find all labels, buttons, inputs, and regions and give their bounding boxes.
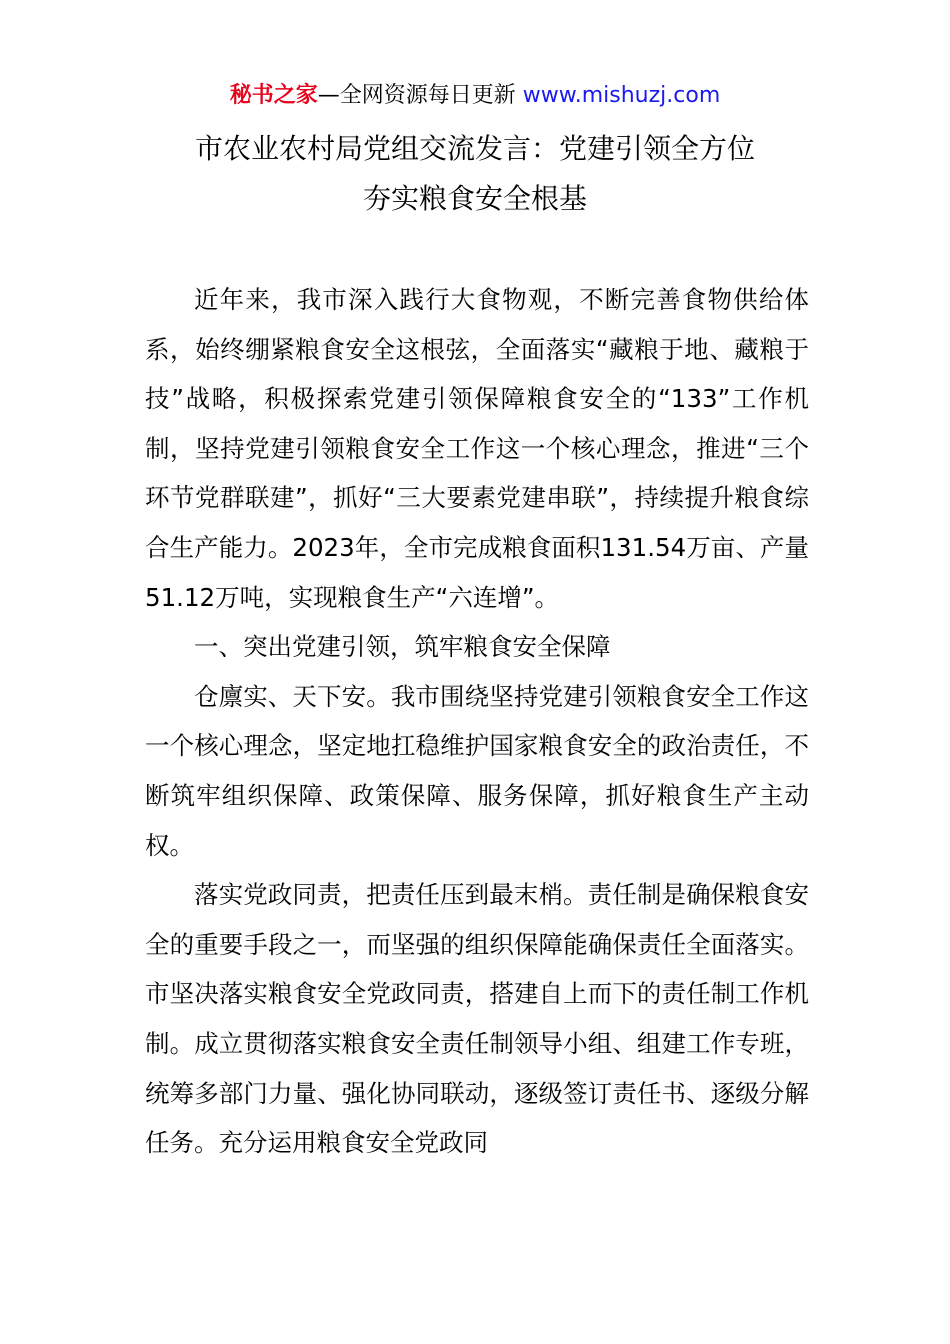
document-title (0, 124, 950, 224)
site-tagline: —全网资源每日更新 (317, 83, 523, 108)
site-header (0, 80, 950, 112)
paragraph-section-1-intro: 仓廪实、天下安。我市围绕坚持党建引领粮食安全工作这一个核心理念，坚定地扛稳维护国家粮食安全的政治责任，不断筑牢组织保障、政策保障、服务保障，抓好粮食生产主动权。 (145, 681, 809, 860)
title-line-1: 市农业农村局党组交流发言：党建引领全方位 (194, 132, 755, 165)
title-line-2: 夯实粮食安全根基 (362, 182, 587, 215)
site-brand: 秘书之家 (229, 83, 318, 108)
section-heading-1: 一、突出党建引领，筑牢粮食安全保障 (194, 632, 611, 662)
site-url-link[interactable]: www.mishuzj.com (522, 83, 721, 108)
paragraph-responsibility: 落实党政同责，把责任压到最末梢。责任制是确保粮食安全的重要手段之一，而坚强的组织保障能确保责任全面落实。市坚决落实粮食安全党政同责，搭建自上而下的责任制工作机制。成立贯彻落实粮食安全责任制领导小组、组建工作专班，统筹多部门力量、强化协同联动，逐级签订责任书、逐级分解任务。充分运用粮食安全党政同 (145, 880, 809, 1158)
document-body (145, 275, 809, 1168)
paragraph-intro: 近年来，我市深入践行大食物观，不断完善食物供给体系，始终绷紧粮食安全这根弦，全面落实“藏粮于地、藏粮于技”战略，积极探索党建引领保障粮食安全的“133”工作机制，坚持党建引领粮食安全工作这一个核心理念，推进“三个环节党群联建”，抓好“三大要素党建串联”，持续提升粮食综合生产能力。2023年，全市完成粮食面积131.54万亩、产量51.12万吨，实现粮食生产“六连增”。 (145, 285, 809, 612)
